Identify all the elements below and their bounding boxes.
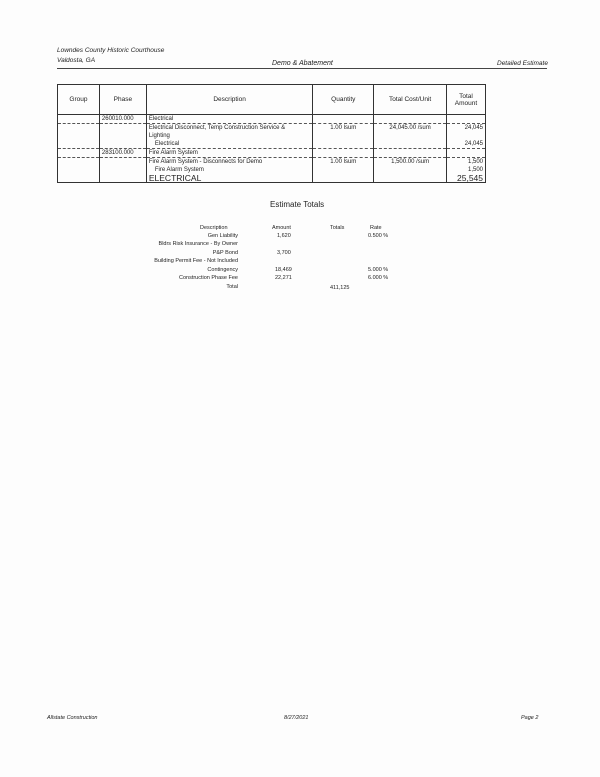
cell-quantity bbox=[313, 140, 374, 149]
cell-description: ELECTRICAL bbox=[146, 174, 313, 183]
cell-group bbox=[58, 115, 100, 124]
table-header-row bbox=[58, 85, 486, 115]
totals-row-amount: 3,700 bbox=[277, 250, 291, 256]
header-rule bbox=[57, 68, 547, 69]
cell-group bbox=[58, 132, 100, 140]
cell-phase bbox=[99, 158, 146, 167]
cell-group bbox=[58, 140, 100, 149]
cell-phase: 260010.000 bbox=[99, 115, 146, 124]
totals-col-description: Description bbox=[200, 225, 228, 231]
cell-description: Electrical Disconnect, Temp Construction Service & bbox=[146, 124, 313, 133]
cell-amount: 25,545 bbox=[447, 174, 486, 183]
cell-description: Fire Alarm System - Disconnects for Demo bbox=[146, 158, 313, 167]
cell-group bbox=[58, 166, 100, 174]
totals-row-description: Total bbox=[226, 284, 238, 290]
cell-unit-cost: 1,500.00 /sum bbox=[374, 158, 447, 167]
cell-unit-cost: 24,045.00 /sum bbox=[374, 124, 447, 133]
col-phase: Phase bbox=[99, 85, 146, 115]
cell-amount bbox=[447, 132, 486, 140]
table-row bbox=[58, 158, 486, 167]
table-row bbox=[58, 140, 486, 149]
totals-col-amount: Amount bbox=[272, 225, 291, 231]
totals-row-description: Bldrs Risk Insurance - By Owner bbox=[158, 241, 238, 247]
report-type: Detailed Estimate bbox=[497, 60, 548, 67]
project-location: Valdosta, GA bbox=[57, 57, 96, 64]
project-name: Lowndes County Historic Courthouse bbox=[57, 47, 165, 54]
cell-amount: 1,500 bbox=[447, 166, 486, 174]
totals-row-description: Gen Liability bbox=[207, 233, 238, 239]
totals-row-description: P&P Bond bbox=[212, 250, 238, 256]
col-quantity: Quantity bbox=[313, 85, 374, 115]
cell-phase bbox=[99, 132, 146, 140]
table-row bbox=[58, 124, 486, 133]
cell-unit-cost bbox=[374, 174, 447, 183]
cell-group bbox=[58, 174, 100, 183]
totals-grand-total: 411,125 bbox=[330, 285, 350, 291]
cell-quantity bbox=[313, 132, 374, 140]
cell-amount bbox=[447, 115, 486, 124]
cell-unit-cost bbox=[374, 140, 447, 149]
cell-phase bbox=[99, 166, 146, 174]
totals-row-description: Contingency bbox=[207, 267, 238, 273]
cell-description: Lighting bbox=[146, 132, 313, 140]
totals-row-rate: 6.000 % bbox=[368, 275, 389, 281]
cell-phase: 283100.000 bbox=[99, 149, 146, 158]
cell-description: Electrical bbox=[146, 140, 313, 149]
totals-row-amount: 1,620 bbox=[277, 233, 291, 239]
cell-amount bbox=[447, 149, 486, 158]
cell-quantity bbox=[313, 149, 374, 158]
cell-unit-cost bbox=[374, 132, 447, 140]
cell-quantity: 1.00 lsum bbox=[313, 124, 374, 133]
totals-row-description: Construction Phase Fee bbox=[178, 275, 238, 281]
cell-unit-cost bbox=[374, 149, 447, 158]
cell-quantity bbox=[313, 174, 374, 183]
footer-date: 8/27/2021 bbox=[284, 715, 309, 721]
col-amount: Total Amount bbox=[447, 85, 486, 115]
col-description: Description bbox=[146, 85, 313, 115]
totals-row-description: Building Permit Fee - Not Included bbox=[154, 258, 238, 264]
cell-group bbox=[58, 124, 100, 133]
cell-quantity bbox=[313, 166, 374, 174]
section-title: Demo & Abatement bbox=[272, 60, 333, 67]
cell-amount: 24,045 bbox=[447, 124, 486, 133]
table-row bbox=[58, 174, 486, 183]
totals-col-totals: Totals bbox=[330, 225, 345, 231]
estimate-totals-title: Estimate Totals bbox=[270, 200, 325, 209]
cell-amount: 24,045 bbox=[447, 140, 486, 149]
cell-unit-cost bbox=[374, 166, 447, 174]
table-row bbox=[58, 132, 486, 140]
table-row bbox=[58, 166, 486, 174]
cell-quantity: 1.00 lsum bbox=[313, 158, 374, 167]
totals-col-rate: Rate bbox=[370, 225, 382, 231]
totals-row-rate: 5.000 % bbox=[368, 267, 389, 273]
col-group: Group bbox=[58, 85, 100, 115]
cell-phase bbox=[99, 140, 146, 149]
cell-description: Fire Alarm System bbox=[146, 166, 313, 174]
totals-row-amount: 18,469 bbox=[275, 267, 292, 273]
table-row bbox=[58, 149, 486, 158]
totals-row-rate: 0.500 % bbox=[368, 233, 389, 239]
cell-unit-cost bbox=[374, 115, 447, 124]
estimate-table bbox=[57, 84, 486, 183]
cell-phase bbox=[99, 174, 146, 183]
footer-page-number: Page 2 bbox=[521, 715, 539, 721]
table-row bbox=[58, 115, 486, 124]
footer-company: Allstate Construction bbox=[47, 715, 98, 721]
cell-description: Fire Alarm System bbox=[146, 149, 313, 158]
cell-amount: 1,500 bbox=[447, 158, 486, 167]
totals-row-amount: 22,271 bbox=[275, 275, 292, 281]
cell-quantity bbox=[313, 115, 374, 124]
cell-group bbox=[58, 158, 100, 167]
cell-phase bbox=[99, 124, 146, 133]
col-unit-cost: Total Cost/Unit bbox=[374, 85, 447, 115]
cell-description: Electrical bbox=[146, 115, 313, 124]
cell-group bbox=[58, 149, 100, 158]
